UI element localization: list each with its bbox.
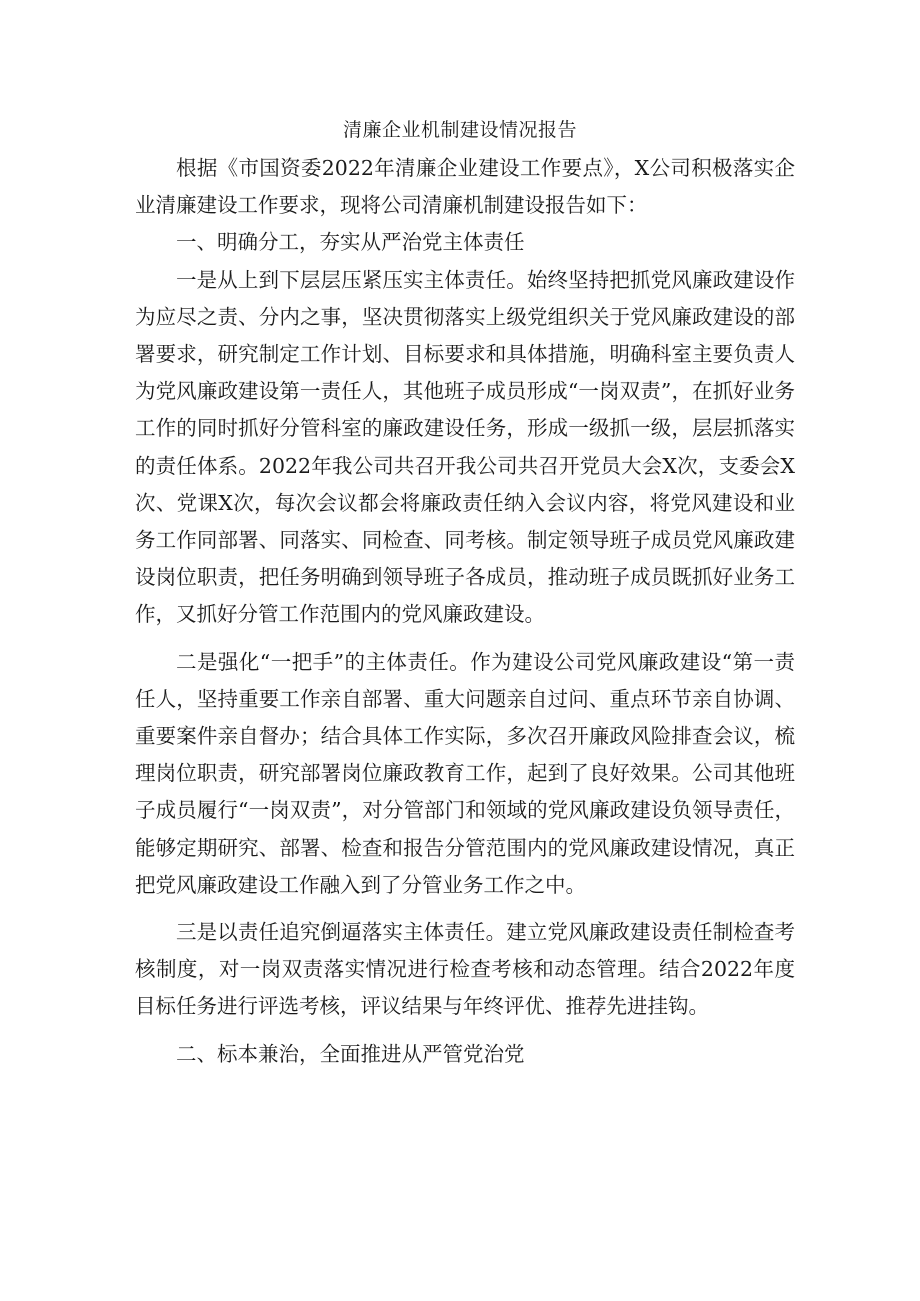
body-paragraph-1: 一是从上到下层层压紧压实主体责任。始终坚持把抓党风廉政建设作为应尽之责、分内之事，坚决贯彻落实上级党组织关于党风廉政建设的部署要求，研究制定工作计划、目标要求和具体措施，明确科室主要负责人为党风廉政建设第一责任人，其他班子成员形成“一岗双责”，在抓好业务工作的同时抓好分管科室的廉政建设任务，形成一级抓一级，层层抓落实的责任体系。2022年我公司共召开我公司共召开党员大会X次，支委会X次、党课X次，每次会议都会将廉政责任纳入会议内容，将党风建设和业务工作同部署、同落实、同检查、同考核。制定领导班子成员党风廉政建设岗位职责，把任务明确到领导班子各成员，推动班子成员既抓好业务工作，又抓好分管工作范围内的党风廉政建设。 — [135, 267, 795, 627]
intro-paragraph: 根据《市国资委2022年清廉企业建设工作要点》，X公司积极落实企业清廉建设工作要求，现将公司清廉机制建设报告如下： — [135, 156, 795, 218]
body-paragraph-3: 三是以责任追究倒逼落实主体责任。建立党风廉政建设责任制检查考核制度，对一岗双责落实情况进行检查考核和动态管理。结合2022年度目标任务进行评选考核，评议结果与年终评优、推荐先进挂钩。 — [135, 920, 795, 1019]
document-body — [135, 150, 795, 1073]
body-paragraph-2: 二是强化“一把手”的主体责任。作为建设公司党风廉政建设“第一责任人，坚持重要工作亲自部署、重大问题亲自过问、重点环节亲自协调、重要案件亲自督办；结合具体工作实际，多次召开廉政风险排查会议，梳理岗位职责，研究部署岗位廉政教育工作，起到了良好效果。公司其他班子成员履行“一岗双责”，对分管部门和领域的党风廉政建设负领导责任，能够定期研究、部署、检查和报告分管范围内的党风廉政建设情况，真正把党风廉政建设工作融入到了分管业务工作之中。 — [135, 649, 795, 897]
section-heading-1: 一、明确分工，夯实从严治党主体责任 — [176, 230, 525, 255]
document-title: 清廉企业机制建设情况报告 — [342, 119, 577, 141]
paragraph-gap — [135, 1026, 795, 1036]
section-heading-2: 二、标本兼治，全面推进从严管党治党 — [176, 1041, 525, 1066]
paragraph-gap — [135, 634, 795, 644]
paragraph-gap — [135, 904, 795, 914]
